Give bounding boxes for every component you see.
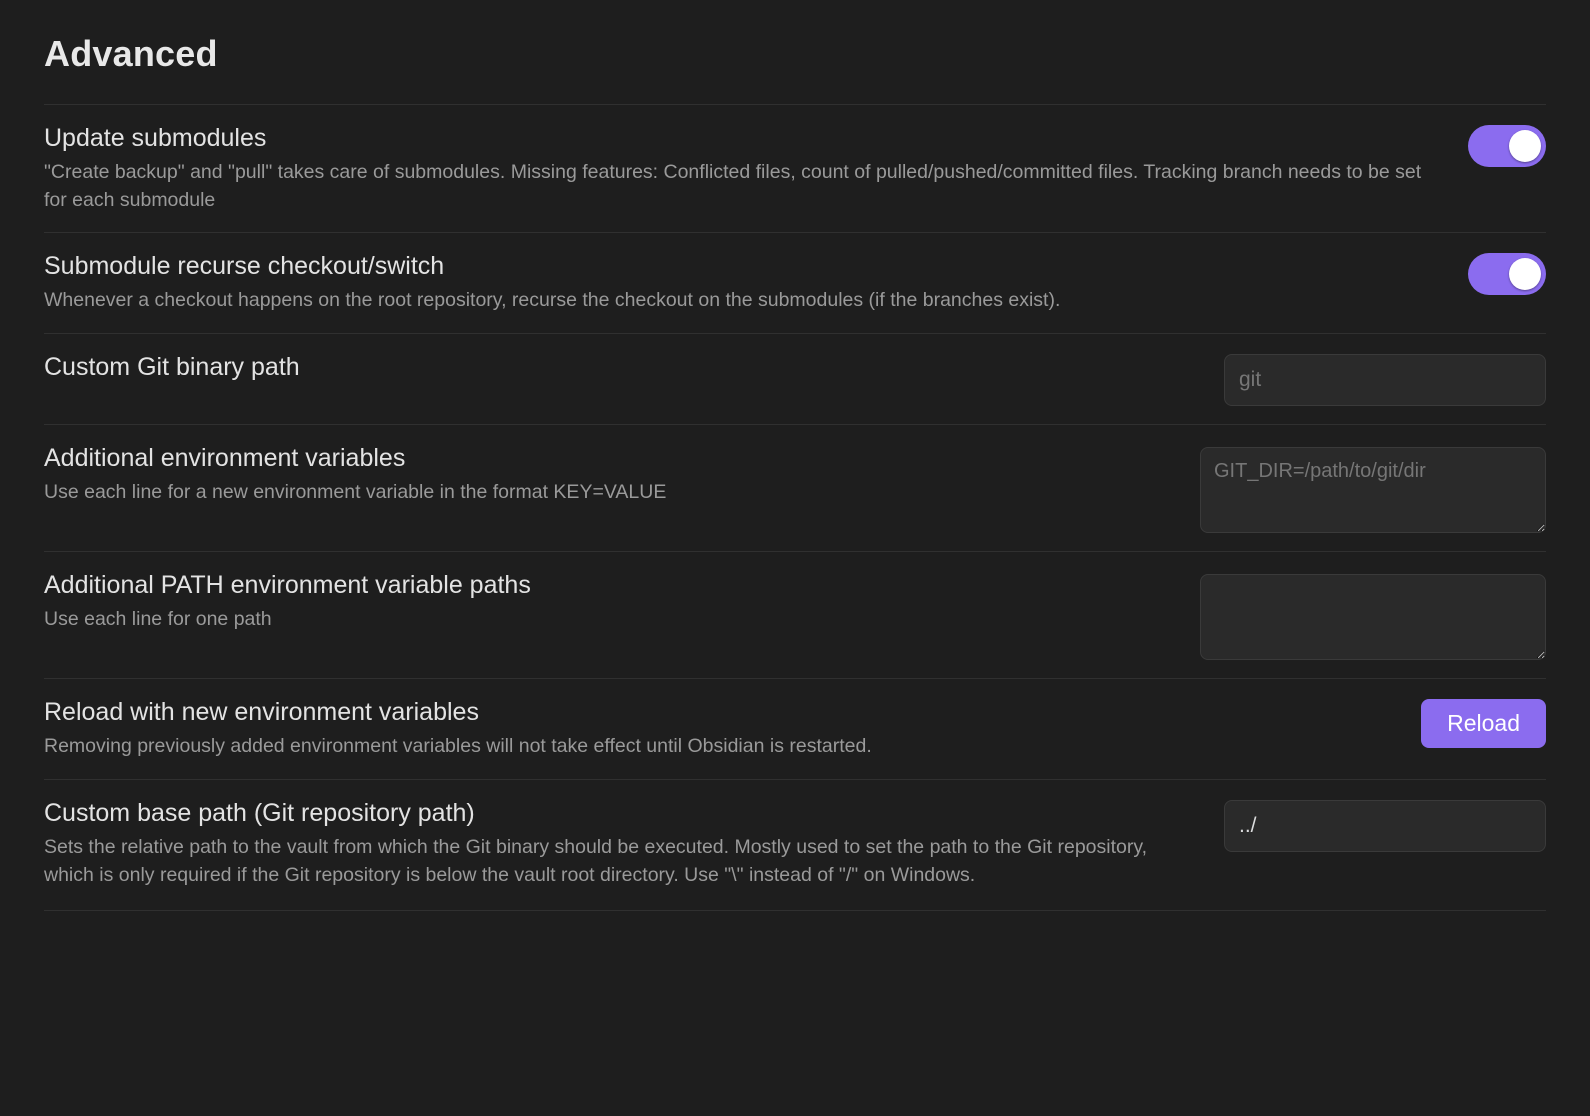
setting-control — [1224, 352, 1546, 406]
setting-control — [1468, 251, 1546, 295]
setting-name: Reload with new environment variables — [44, 698, 479, 727]
setting-info — [44, 123, 1444, 215]
setting-name: Additional environment variables — [44, 444, 406, 473]
setting-description: Use each line for a new environment variable in the format KEY=VALUE — [44, 481, 667, 504]
section-divider — [44, 910, 1546, 911]
setting-additional-path-environment-variable-paths — [44, 551, 1546, 678]
reload-button[interactable]: Reload — [1421, 699, 1546, 748]
setting-control — [1468, 123, 1546, 167]
setting-description: Removing previously added environment variables will not take effect until Obsidian is restarted. — [44, 735, 872, 758]
setting-custom-base-path — [44, 779, 1546, 908]
setting-info — [44, 798, 1200, 890]
setting-name: Additional PATH environment variable paths — [44, 571, 531, 600]
toggle-submodule-recurse-checkout[interactable] — [1468, 253, 1546, 295]
setting-additional-environment-variables — [44, 424, 1546, 551]
page-title: Advanced — [44, 33, 218, 74]
setting-info — [44, 251, 1444, 315]
setting-info — [44, 570, 1176, 634]
setting-description: Use each line for one path — [44, 608, 272, 631]
setting-name: Custom base path (Git repository path) — [44, 799, 475, 828]
setting-update-submodules — [44, 104, 1546, 233]
toggle-knob — [1509, 258, 1541, 290]
toggle-update-submodules[interactable] — [1468, 125, 1546, 167]
setting-info — [44, 697, 1397, 761]
additional-environment-variables-textarea[interactable] — [1200, 447, 1546, 533]
setting-control — [1200, 570, 1546, 660]
setting-control — [1200, 443, 1546, 533]
setting-custom-git-binary-path — [44, 333, 1546, 424]
setting-name: Submodule recurse checkout/switch — [44, 252, 445, 281]
setting-control — [1421, 697, 1546, 748]
setting-description: Sets the relative path to the vault from which the Git binary should be executed. Mostly used to set the path to the Git repository, which is only required if the Git repository is below the vault root directory. Use "\" instead of "/" on Windows. — [44, 836, 1148, 887]
setting-submodule-recurse-checkout — [44, 232, 1546, 333]
setting-info — [44, 443, 1176, 507]
setting-name: Custom Git binary path — [44, 353, 300, 382]
setting-description: Whenever a checkout happens on the root repository, recurse the checkout on the submodules (if the branches exist). — [44, 289, 1061, 312]
toggle-knob — [1509, 130, 1541, 162]
setting-name: Update submodules — [44, 123, 267, 152]
custom-base-path-input[interactable] — [1224, 800, 1546, 852]
setting-description: "Create backup" and "pull" takes care of submodules. Missing features: Conflicted files, count of pulled/pushed/committed files. Tracking branch needs to be set for each submodule — [44, 160, 1422, 211]
additional-path-environment-variable-paths-textarea[interactable] — [1200, 574, 1546, 660]
custom-git-binary-path-input[interactable] — [1224, 354, 1546, 406]
setting-info — [44, 352, 1200, 383]
setting-control — [1224, 798, 1546, 852]
setting-reload-with-new-environment-variables — [44, 678, 1546, 779]
